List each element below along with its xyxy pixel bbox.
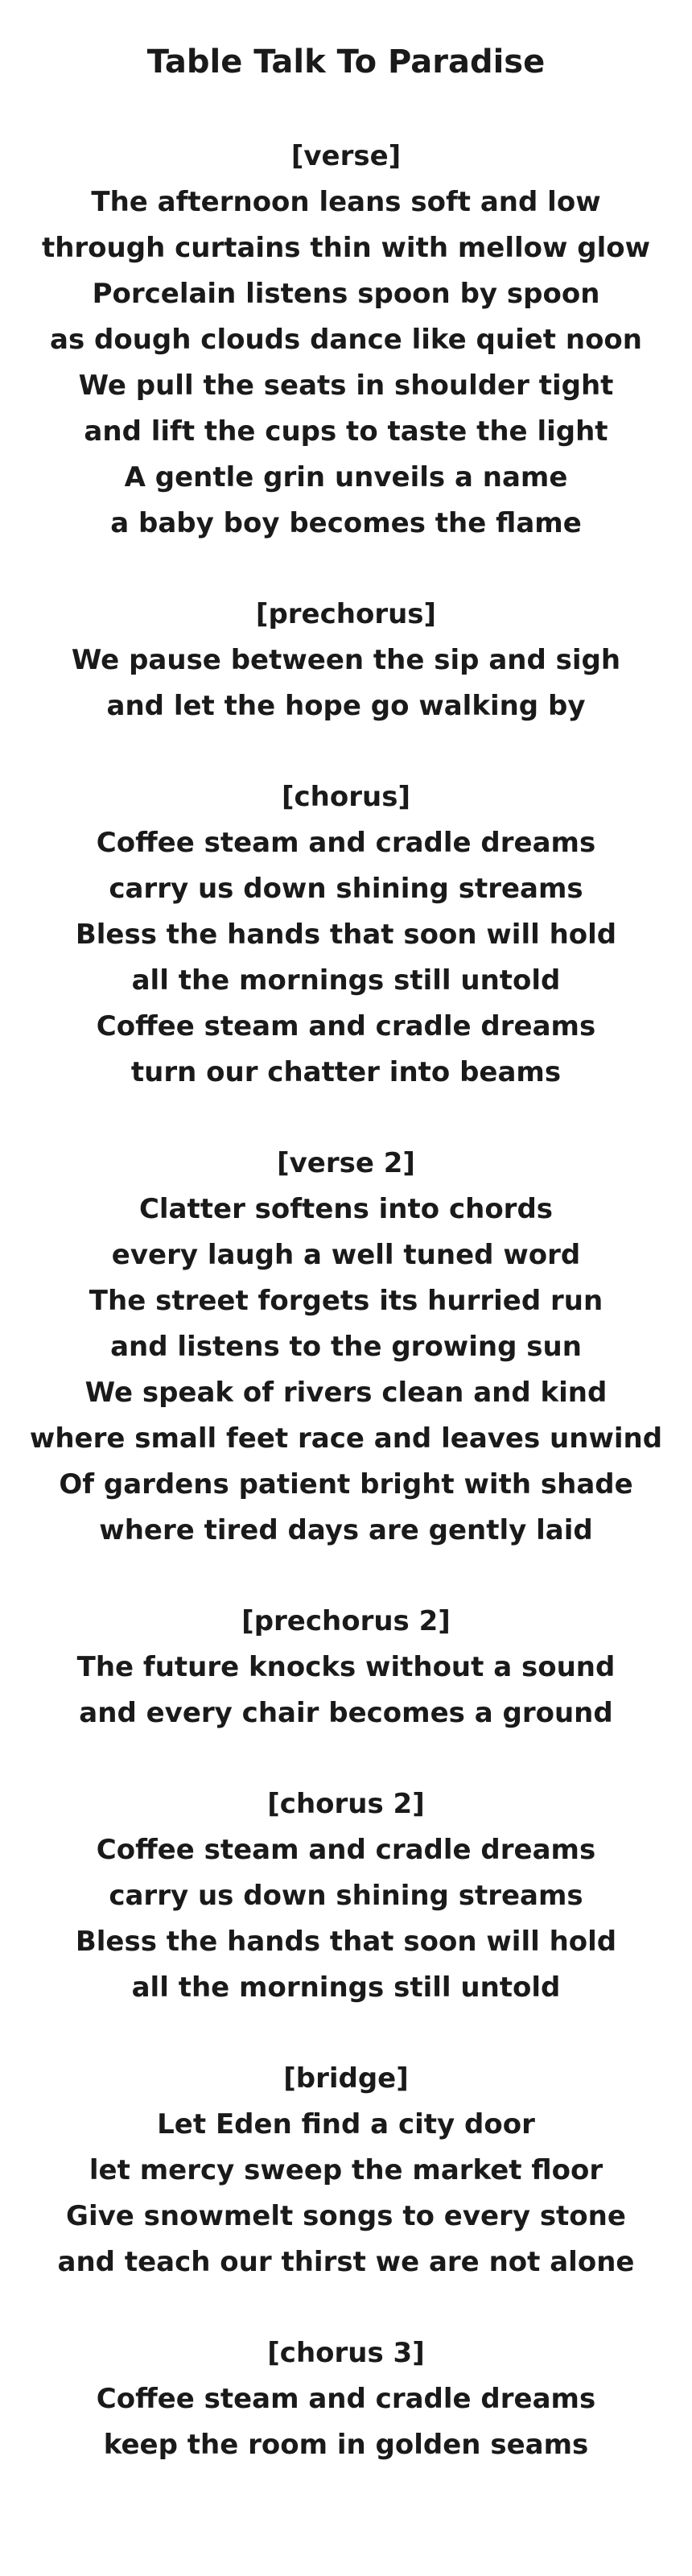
lyric-line: all the mornings still untold: [131, 964, 561, 997]
song-title: Table Talk To Paradise: [146, 43, 546, 80]
lyric-line: carry us down shining streams: [109, 873, 583, 905]
section-tag: [verse 2]: [277, 1147, 415, 1179]
lyric-line: as dough clouds dance like quiet noon: [50, 324, 642, 356]
lyric-line: and every chair becomes a ground: [79, 1697, 613, 1729]
lyric-line: Coffee steam and cradle dreams: [96, 2383, 596, 2415]
lyric-line: We speak of rivers clean and kind: [84, 1377, 608, 1409]
lyric-line: and listens to the growing sun: [110, 1331, 582, 1363]
section-tag: [chorus]: [281, 781, 410, 813]
lyric-line: Give snowmelt songs to every stone: [66, 2200, 626, 2232]
lyric-line: We pause between the sip and sigh: [71, 644, 621, 676]
lyric-line: and let the hope go walking by: [106, 690, 586, 722]
lyric-section: [0, 592, 692, 729]
lyric-line: A gentle grin unveils a name: [124, 461, 568, 493]
lyric-line: Coffee steam and cradle dreams: [96, 1010, 596, 1042]
lyric-line: Of gardens patient bright with shade: [59, 1468, 633, 1501]
lyric-line: The street forgets its hurried run: [89, 1285, 603, 1317]
lyric-line: Let Eden find a city door: [157, 2108, 535, 2140]
lyric-line: let mercy sweep the market floor: [89, 2154, 603, 2186]
lyrics-body: [0, 134, 692, 2468]
lyric-line: a baby boy becomes the flame: [110, 507, 582, 539]
lyric-line: The future knocks without a sound: [76, 1651, 616, 1683]
lyric-line: every laugh a well tuned word: [111, 1239, 581, 1271]
lyric-section: [0, 1599, 692, 1736]
section-tag: [prechorus 2]: [241, 1605, 451, 1637]
lyric-line: all the mornings still untold: [131, 1971, 561, 2004]
lyric-line: We pull the seats in shoulder tight: [78, 369, 614, 402]
lyric-section: [0, 1141, 692, 1554]
lyric-line: Clatter softens into chords: [138, 1193, 554, 1225]
lyric-section: [0, 1781, 692, 2011]
lyric-line: keep the room in golden seams: [103, 2429, 589, 2461]
section-tag: [bridge]: [283, 2062, 409, 2095]
lyric-section: [0, 2056, 692, 2285]
lyric-line: where tired days are gently laid: [99, 1514, 593, 1546]
lyric-line: The afternoon leans soft and low: [91, 186, 601, 218]
lyric-line: Porcelain listens spoon by spoon: [92, 278, 600, 310]
lyric-section: [0, 134, 692, 547]
lyric-line: carry us down shining streams: [109, 1880, 583, 1912]
lyric-line: and lift the cups to taste the light: [84, 415, 608, 448]
lyric-line: Coffee steam and cradle dreams: [96, 1834, 596, 1866]
lyric-line: Coffee steam and cradle dreams: [96, 827, 596, 859]
section-tag: [verse]: [290, 140, 402, 172]
lyric-line: Bless the hands that soon will hold: [75, 919, 617, 951]
lyric-section: [0, 774, 692, 1096]
lyric-line: Bless the hands that soon will hold: [75, 1926, 617, 1958]
lyric-line: and teach our thirst we are not alone: [57, 2246, 635, 2278]
lyric-line: through curtains thin with mellow glow: [41, 232, 651, 264]
lyric-line: where small feet race and leaves unwind: [29, 1422, 663, 1455]
section-tag: [chorus 2]: [267, 1788, 425, 1820]
section-tag: [chorus 3]: [267, 2337, 425, 2369]
section-tag: [prechorus]: [255, 598, 437, 630]
lyric-line: turn our chatter into beams: [130, 1056, 562, 1088]
lyric-section: [0, 2330, 692, 2468]
